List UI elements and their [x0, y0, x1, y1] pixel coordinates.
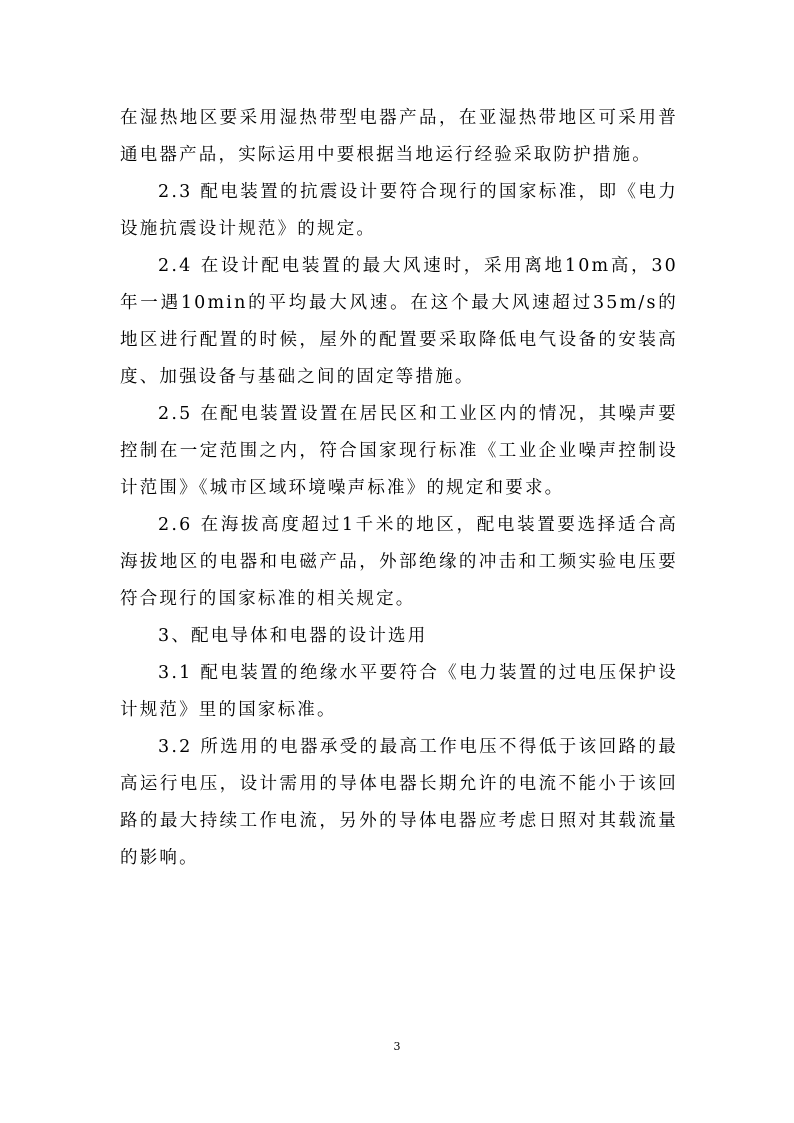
paragraph-3-1: 3.1 配电装置的绝缘水平要符合《电力装置的过电压保护设计规范》里的国家标准。 — [120, 663, 678, 720]
paragraph-2-5: 2.5 在配电装置设置在居民区和工业区内的情况，其噪声要控制在一定范围之内，符合国家现行标准《工业企业噪声控制设计范围》《城市区域环境噪声标准》的规定和要求。 — [120, 404, 678, 498]
section-heading-3: 3、配电导体和电器的设计选用 — [158, 626, 428, 646]
paragraph-2-4: 2.4 在设计配电装置的最大风速时，采用离地10m高，30年一遇10min的平均最大风速。在这个最大风速超过35m/s的地区进行配置的时候，屋外的配置要采取降低电气设备的安装高度、加强设备与基础之间的固定等措施。 — [120, 256, 678, 387]
paragraph-2-6: 2.6 在海拔高度超过1千米的地区，配电装置要选择适合高海拔地区的电器和电磁产品，外部绝缘的冲击和工频实验电压要符合现行的国家标准的相关规定。 — [120, 515, 678, 609]
page-number: 3 — [393, 1040, 401, 1053]
paragraph-3-2: 3.2 所选用的电器承受的最高工作电压不得低于该回路的最高运行电压，设计需用的导体电器长期允许的电流不能小于该回路的最大持续工作电流，另外的导体电器应考虑日照对其载流量的影响。 — [120, 737, 678, 868]
paragraph-2-3: 2.3 配电装置的抗震设计要符合现行的国家标准，即《电力设施抗震设计规范》的规定。 — [120, 182, 678, 239]
paragraph-continuation: 在湿热地区要采用湿热带型电器产品，在亚湿热带地区可采用普通电器产品，实际运用中要根据当地运行经验采取防护措施。 — [120, 108, 678, 165]
body-text — [120, 100, 678, 877]
